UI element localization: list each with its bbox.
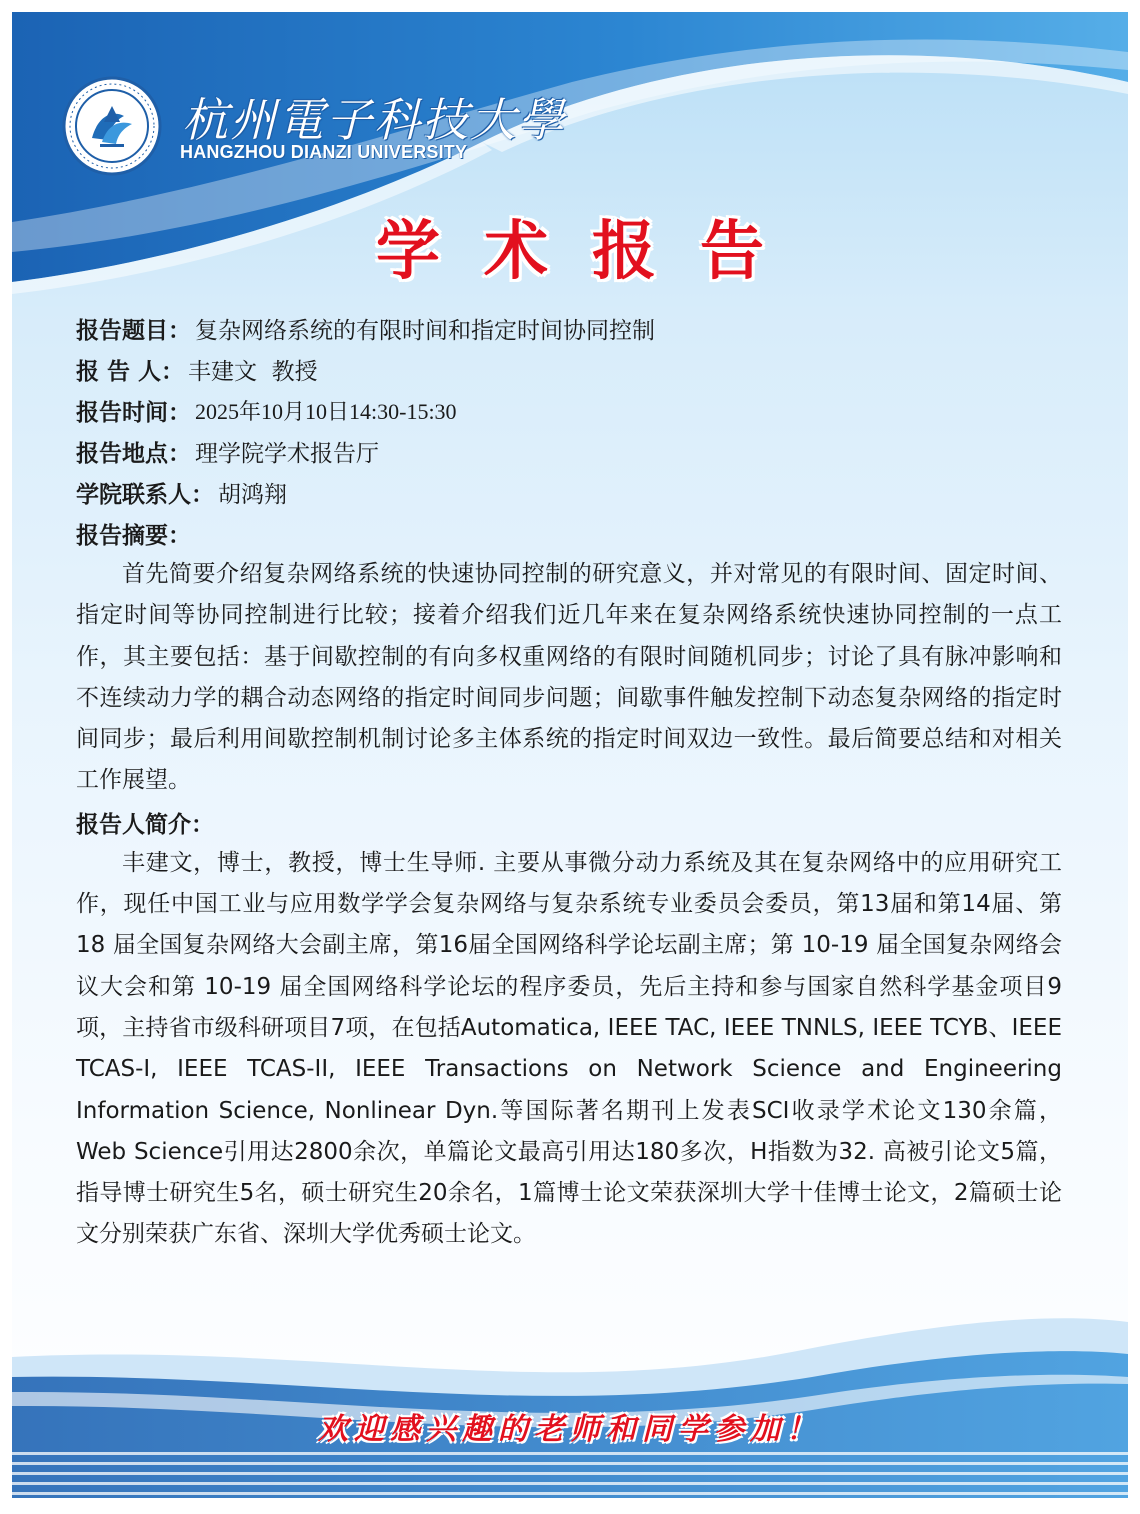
page-title: 学术报告 <box>376 215 808 289</box>
speaker-row <box>76 349 1062 390</box>
abstract-label: 报告摘要： <box>76 523 191 549</box>
venue-row <box>76 431 1062 472</box>
topic-value: 复杂网络系统的有限时间和指定时间协同控制 <box>195 318 655 344</box>
topic-label: 报告题目： <box>76 318 191 344</box>
time-value: 2025年10月10日14:30-15:30 <box>195 399 457 424</box>
venue-label: 报告地点： <box>76 441 191 467</box>
bio-text: 丰建文，博士，教授，博士生导师. 主要从事微分动力系统及其在复杂网络中的应用研究工作，现任中国工业与应用数学学会复杂网络与复杂系统专业委员会委员，第13届和第14届、第 18 届全国复杂网络大会副主席，第16届全国网络科学论坛副主席；第 10-19 届全国复杂网络会议大会和第 10-19 届全国网络科学论坛的程序委员，先后主持和参与国家自然科学基金项目9项，主持省市级科研项目7项，在包括Automatica, IEEE TAC, IEEE TNNLS, IEEE TCYB、IEEE TCAS-I, IEEE TCAS-II, IEEE Transactions on Network Science and Engineering Information Science, Nonlinear Dyn.等国际著名期刊上发表SCI收录学术论文130余篇， Web Science引用达2800余次，单篇论文最高引用达180多次，H指数为32. 高被引论文5篇，指导博士研究生5名，硕士研究生20余名，1篇博士论文荣获深圳大学十佳博士论文，2篇硕士论文分别荣获广东省、深圳大学优秀硕士论文。 <box>76 849 1062 1248</box>
report-content <box>76 308 1062 1256</box>
venue-value: 理学院学术报告厅 <box>195 441 379 467</box>
contact-label: 学院联系人： <box>76 482 214 508</box>
contact-row <box>76 472 1062 513</box>
school-name-en: HANGZHOU DIANZI UNIVERSITY <box>180 142 468 162</box>
abstract-heading-row <box>76 513 1062 554</box>
bio-heading-row <box>76 802 1062 843</box>
time-label: 报告时间： <box>76 400 191 426</box>
university-seal-icon <box>62 76 162 176</box>
speaker-label: 报 告 人： <box>76 359 185 385</box>
speaker-value: 丰建文 教授 <box>188 359 318 385</box>
bio-label: 报告人简介： <box>76 811 214 838</box>
time-row <box>76 390 1062 431</box>
poster <box>12 12 1128 1502</box>
abstract-text: 首先简要介绍复杂网络系统的快速协同控制的研究意义，并对常见的有限时间、固定时间、指定时间等协同控制进行比较；接着介绍我们近几年来在复杂网络系统快速协同控制的一点工作，其主要包括：基于间歇控制的有向多权重网络的有限时间随机同步；讨论了具有脉冲影响和不连续动力学的耦合动态网络的指定时间同步问题；间歇事件触发控制下动态复杂网络的指定时间同步；最后利用间歇控制机制讨论多主体系统的指定时间双边一致性。最后简要总结和对相关工作展望。 <box>76 561 1062 794</box>
welcome-banner: 欢迎感兴趣的老师和同学参加！ <box>318 1412 822 1447</box>
school-name-cn: 杭州電子科技大學 <box>182 93 566 147</box>
topic-row <box>76 308 1062 349</box>
contact-value: 胡鸿翔 <box>218 482 287 508</box>
